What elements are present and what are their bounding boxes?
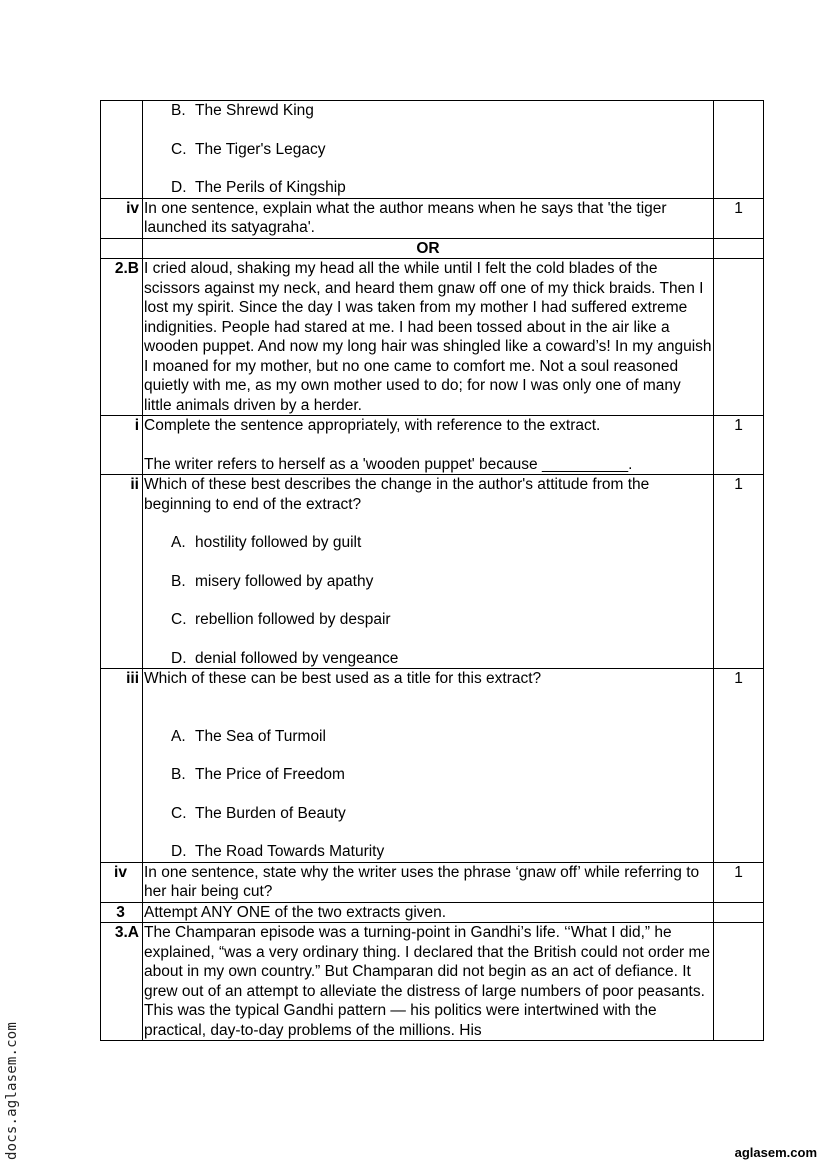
marks-cell: 1 — [714, 669, 764, 863]
question-number — [101, 101, 143, 199]
question-text: In one sentence, state why the writer uses the phrase ‘gnaw off’ while referring to her hair being cut? — [143, 862, 714, 902]
option: C. The Tiger's Legacy — [171, 140, 326, 158]
table-row — [101, 259, 764, 416]
or-divider: OR — [143, 238, 714, 259]
table-row — [101, 416, 764, 475]
option: D. The Road Towards Maturity — [171, 843, 385, 860]
question-number: 3.A — [101, 923, 143, 1041]
extract-text: I cried aloud, shaking my head all the while until I felt the cold blades of the scissors against my neck, and heard them gnaw off one of my thick braids. Then I lost my spirit. Since the day I was taken from my mother I had suffered extreme indignities. People had stared at me. I had been tossed about in the air like a wooden puppet. And now my long hair was shingled like a coward’s! In my anguish I moaned for my mother, but no one came to comfort me. Not a soul reasoned quietly with me, as my own mother used to do; for now I was only one of many little animals driven by a herder. — [144, 260, 712, 414]
question-prompt: Complete the sentence appropriately, with reference to the extract. — [144, 417, 601, 434]
option: B. misery followed by apathy — [171, 572, 374, 590]
marks-cell — [714, 923, 764, 1041]
option: C. The Burden of Beauty — [171, 804, 346, 822]
fill-blank-sentence: The writer refers to herself as a 'wooden puppet' because __________. — [144, 455, 633, 473]
option: D. The Perils of Kingship — [171, 179, 346, 196]
table-row — [101, 238, 764, 259]
question-prompt: Which of these can be best used as a title for this extract? — [144, 670, 542, 687]
marks-cell: 1 — [714, 862, 764, 902]
table-row — [101, 101, 764, 199]
question-number: iv — [101, 862, 143, 902]
side-watermark: docs.aglasem.com — [4, 1021, 20, 1160]
question-text — [143, 475, 714, 669]
marks-cell: 1 — [714, 416, 764, 475]
marks-cell — [714, 902, 764, 923]
table-row — [101, 669, 764, 863]
footer-brand: aglasem.com — [734, 1145, 817, 1160]
marks-cell — [714, 238, 764, 259]
marks-cell: 1 — [714, 198, 764, 238]
question-number: i — [101, 416, 143, 475]
marks-cell — [714, 259, 764, 416]
table-row — [101, 862, 764, 902]
question-number: 2.B — [101, 259, 143, 416]
option: D. denial followed by vengeance — [171, 649, 399, 667]
question-table — [100, 100, 764, 1041]
question-text: In one sentence, explain what the author means when he says that 'the tiger launched its satyagraha'. — [143, 198, 714, 238]
question-text — [143, 416, 714, 475]
question-number: 3 — [101, 902, 143, 923]
question-text — [143, 669, 714, 863]
extract-text: The Champaran episode was a turning-point in Gandhi’s life. ‘‘What I did,” he explained, “was a very ordinary thing. I declared that the British could not order me about in my own country.” But Champaran did not begin as an act of defiance. It grew out of an attempt to alleviate the distress of large numbers of poor peasants. This was the typical Gandhi pattern — his politics were intertwined with the practical, day-to-day problems of the millions. His — [143, 923, 714, 1041]
question-text — [143, 101, 714, 199]
table-row — [101, 902, 764, 923]
option: B. The Price of Freedom — [171, 766, 345, 783]
table-row — [101, 923, 764, 1041]
marks-cell: 1 — [714, 475, 764, 669]
question-text: Attempt ANY ONE of the two extracts given. — [143, 902, 714, 923]
option: C. rebellion followed by despair — [171, 611, 391, 628]
option: A. The Sea of Turmoil — [171, 727, 326, 745]
question-prompt: Which of these best describes the change in the author's attitude from the beginning to end of the extract? — [144, 476, 650, 513]
question-number: iii — [101, 669, 143, 863]
question-number: ii — [101, 475, 143, 669]
question-number — [101, 238, 143, 259]
table-row — [101, 475, 764, 669]
option: A. hostility followed by guilt — [171, 534, 362, 551]
table-row — [101, 198, 764, 238]
option: B. The Shrewd King — [171, 102, 314, 119]
question-number: iv — [101, 198, 143, 238]
marks-cell — [714, 101, 764, 199]
